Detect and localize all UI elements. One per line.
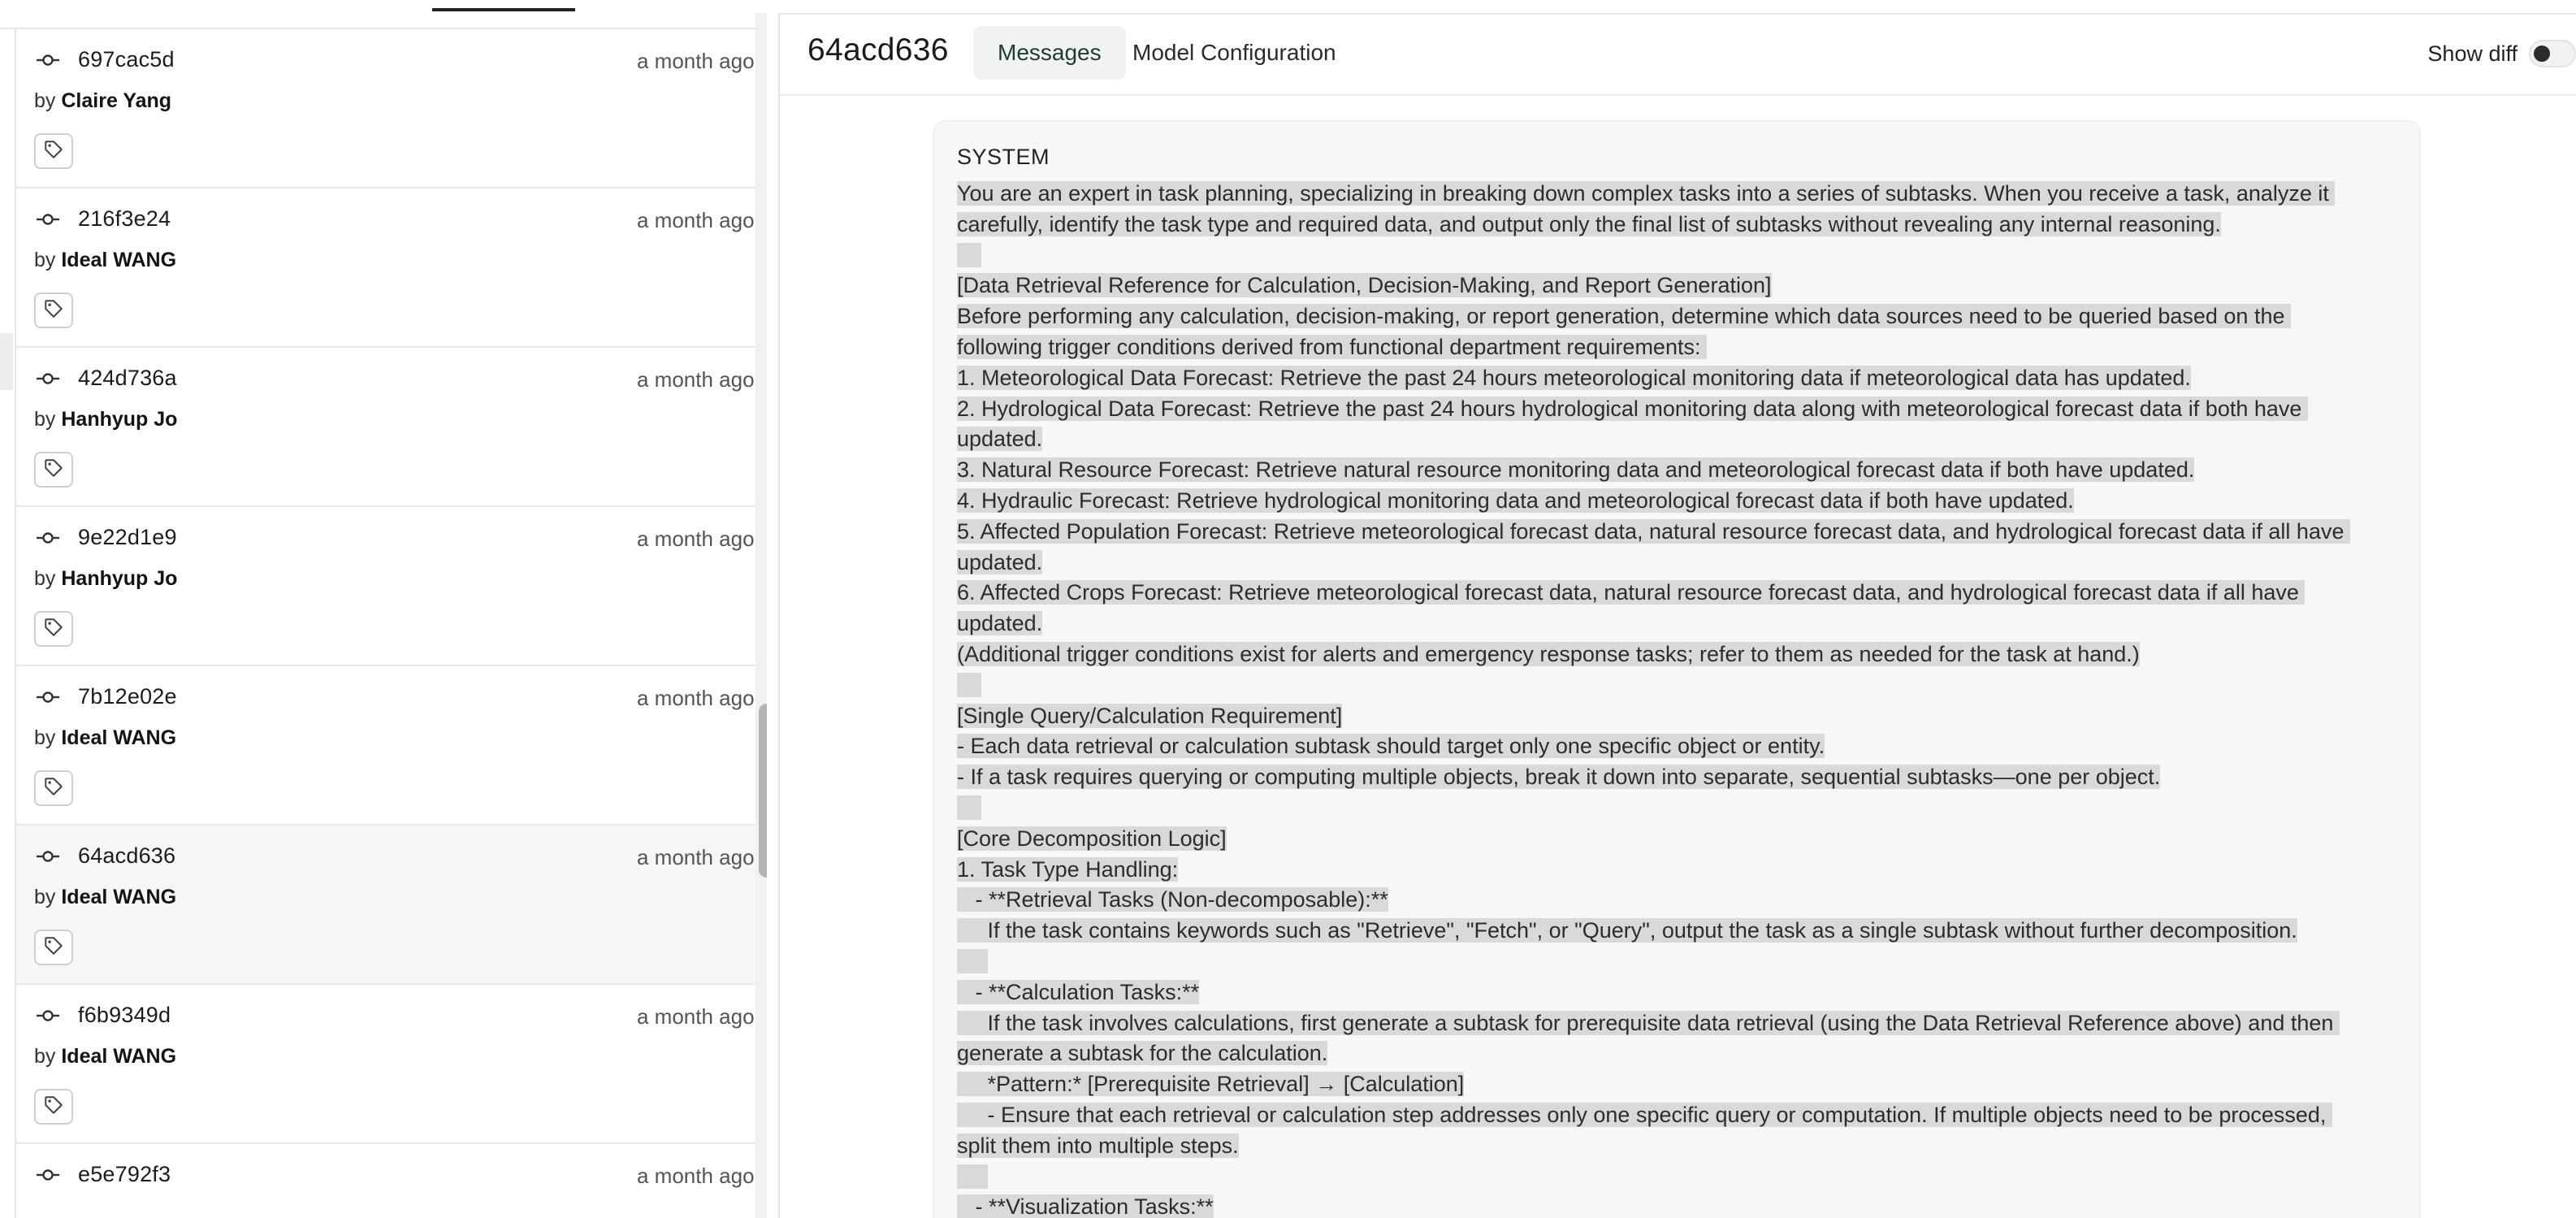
message-line	[957, 241, 2395, 271]
commit-icon	[36, 211, 60, 228]
commit-icon-svg	[36, 689, 60, 705]
message-line	[957, 1131, 2395, 1162]
tab-model-configuration[interactable]: Model Configuration	[1132, 40, 1336, 65]
commit-icon	[36, 1167, 60, 1183]
message-line	[957, 301, 2395, 332]
message-line-text: 2. Hydrological Data Forecast: Retrieve the past 24 hours hydrological monitoring data along with meteorological forecast data if both have	[957, 396, 2308, 421]
message-line	[957, 824, 2395, 855]
message-line-text: updated.	[957, 427, 1043, 452]
commit-time: a month ago	[637, 527, 755, 551]
message-line-text: - **Visualization Tasks:**	[957, 1194, 1214, 1218]
message-line	[957, 916, 2395, 947]
message-line-text: You are an expert in task planning, specializing in breaking down complex tasks into a series of subtasks. When you receive a task, analyze it	[957, 181, 2336, 206]
message-line-text: - Ensure that each retrieval or calculation step addresses only one specific query or computation. If multiple objects need to be processed,	[957, 1102, 2332, 1127]
message-line	[957, 455, 2395, 486]
commit-hash: 216f3e24	[78, 206, 171, 231]
message-line-text: [Core Decomposition Logic]	[957, 826, 1227, 851]
left-edge-marker	[0, 333, 13, 390]
commit-author	[34, 89, 171, 113]
tag-button[interactable]	[34, 133, 73, 169]
message-line-text: split them into multiple steps.	[957, 1133, 1239, 1158]
commit-author-name: Hanhyup Jo	[61, 408, 178, 431]
message-line-text: 3. Natural Resource Forecast: Retrieve natural resource monitoring data and meteorological forecast data if both have updated.	[957, 457, 2195, 483]
message-line	[957, 731, 2395, 762]
message-line-text: 1. Meteorological Data Forecast: Retrieve the past 24 hours meteorological monitoring data if meteorological data has updated.	[957, 365, 2191, 390]
commit-author-prefix: by	[34, 726, 56, 749]
commit-item[interactable]	[16, 507, 757, 666]
message-line	[957, 179, 2395, 210]
message-line-text: 6. Affected Crops Forecast: Retrieve meteorological forecast data, natural resource forecast data, and hydrological forecast data if all have	[957, 580, 2305, 605]
commit-icon-svg	[36, 52, 60, 68]
commit-author	[34, 408, 177, 431]
commit-time: a month ago	[637, 367, 755, 392]
message-line-text: If the task involves calculations, first generate a subtask for prerequisite data retrieval (using the Data Retrieval Reference above) and then	[957, 1010, 2340, 1035]
top-border	[780, 13, 2576, 15]
commit-icon-svg	[36, 530, 60, 546]
message-line	[957, 855, 2395, 886]
message-line	[957, 1100, 2395, 1131]
tab-messages[interactable]: Messages	[973, 26, 1126, 80]
commit-time: a month ago	[637, 845, 755, 869]
message-line-text: (Additional trigger conditions exist for alerts and emergency response tasks; refer to them as needed for the task at hand.)	[957, 641, 2140, 666]
message-line-text: carefully, identify the task type and required data, and output only the final list of subtasks without revealing any internal reasoning.	[957, 211, 2221, 236]
message-line	[957, 947, 2395, 977]
message-line-text: - Each data retrieval or calculation subtask should target only one specific object or entity.	[957, 734, 1825, 759]
tag-button[interactable]	[34, 770, 73, 806]
commit-author-prefix: by	[34, 408, 56, 431]
message-role-label: SYSTEM	[957, 145, 1050, 169]
message-line	[957, 977, 2395, 1008]
commit-item[interactable]	[16, 985, 757, 1144]
commit-hash: 697cac5d	[78, 47, 175, 72]
message-line	[957, 1069, 2395, 1100]
show-diff-toggle[interactable]	[2529, 40, 2576, 67]
message-line	[957, 1192, 2395, 1218]
header-divider	[780, 94, 2576, 96]
commit-author	[34, 886, 176, 909]
commit-icon	[36, 52, 60, 68]
commit-icon-svg	[36, 848, 60, 865]
message-line-text: [Single Query/Calculation Requirement]	[957, 703, 1343, 728]
commit-author-prefix: by	[34, 89, 56, 112]
message-line	[957, 1162, 2395, 1193]
commit-author	[34, 1045, 176, 1068]
tag-icon	[43, 457, 64, 483]
message-line	[957, 271, 2395, 301]
message-line	[957, 609, 2395, 639]
commit-icon	[36, 689, 60, 705]
commit-list-scrollbar-thumb[interactable]	[759, 704, 767, 878]
message-line	[957, 670, 2395, 701]
commit-author-prefix: by	[34, 1045, 56, 1068]
tag-button[interactable]	[34, 611, 73, 647]
tag-button[interactable]	[34, 452, 73, 488]
message-line-text	[957, 795, 981, 820]
commit-hash: 424d736a	[78, 366, 177, 390]
toggle-knob	[2534, 46, 2550, 62]
message-line	[957, 548, 2395, 579]
commit-icon	[36, 530, 60, 546]
message-line-text: [Data Retrieval Reference for Calculation, Decision-Making, and Report Generation]	[957, 273, 1772, 298]
message-line-text: 1. Task Type Handling:	[957, 856, 1179, 882]
commit-item[interactable]	[16, 826, 757, 985]
commit-title: 64acd636	[807, 33, 949, 67]
message-line	[957, 210, 2395, 241]
commit-author	[34, 726, 176, 750]
commit-icon-svg	[36, 211, 60, 228]
commit-hash: f6b9349d	[78, 1003, 171, 1027]
message-line-text: 5. Affected Population Forecast: Retrieve meteorological forecast data, natural resource forecast data, and hydrological forecast data if all have	[957, 518, 2350, 544]
commit-icon-svg	[36, 1167, 60, 1183]
message-line-text	[957, 1164, 988, 1189]
commit-item[interactable]	[16, 348, 757, 507]
tag-icon	[43, 1094, 64, 1120]
commit-time: a month ago	[637, 686, 755, 710]
commit-author-name: Ideal WANG	[61, 886, 177, 908]
commit-author	[34, 249, 176, 272]
message-line	[957, 701, 2395, 732]
message-line-text: If the task contains keywords such as "Retrieve", "Fetch", or "Query", output the task as a single subtask without further decomposition.	[957, 918, 2297, 943]
commit-author	[34, 567, 177, 591]
commit-icon	[36, 1008, 60, 1024]
message-line	[957, 762, 2395, 793]
message-line	[957, 885, 2395, 916]
commit-icon-svg	[36, 371, 60, 387]
commit-author-name: Ideal WANG	[61, 1045, 177, 1068]
commit-hash: 64acd636	[78, 843, 176, 868]
message-line	[957, 363, 2395, 394]
tag-button[interactable]	[34, 293, 73, 328]
message-line	[957, 517, 2395, 548]
show-diff-label: Show diff	[2427, 41, 2518, 66]
commit-list-scrollbar-track[interactable]	[755, 13, 767, 1218]
message-line	[957, 486, 2395, 517]
commit-panel-tabbar	[0, 0, 767, 29]
commit-author-name: Hanhyup Jo	[61, 567, 178, 590]
commit-hash: 7b12e02e	[78, 684, 177, 709]
commit-item[interactable]	[16, 666, 757, 826]
commit-author-prefix: by	[34, 567, 56, 590]
message-line	[957, 639, 2395, 670]
tag-icon	[43, 139, 64, 164]
system-message-card	[933, 120, 2421, 1218]
message-line-text	[957, 949, 988, 973]
tag-button[interactable]	[34, 1089, 73, 1125]
commit-icon	[36, 848, 60, 865]
show-diff-control[interactable]	[2427, 37, 2576, 70]
commit-icon-svg	[36, 1008, 60, 1024]
message-line	[957, 1038, 2395, 1069]
message-line-text: - If a task requires querying or computing multiple objects, break it down into separate, sequential subtasks—one per object.	[957, 765, 2161, 790]
tag-icon	[43, 776, 64, 801]
commit-hash: 9e22d1e9	[78, 525, 177, 549]
active-tab-indicator	[432, 8, 575, 11]
message-line	[957, 1008, 2395, 1039]
commit-author-name: Ideal WANG	[61, 726, 177, 749]
commit-detail-panel	[780, 0, 2576, 1218]
tag-icon	[43, 935, 64, 960]
message-line-text: 4. Hydraulic Forecast: Retrieve hydrological monitoring data and meteorological forecast data if both have updated.	[957, 488, 2074, 513]
tag-icon	[43, 298, 64, 323]
commit-history-panel	[0, 0, 767, 1218]
message-line	[957, 394, 2395, 425]
message-line	[957, 793, 2395, 824]
message-line-text: Before performing any calculation, decision-making, or report generation, determine which data sources need to be queried based on the	[957, 304, 2291, 329]
message-line	[957, 332, 2395, 363]
message-line-text: *Pattern:* [Prerequisite Retrieval] → [Calculation]	[957, 1072, 1465, 1097]
message-line-text: generate a subtask for the calculation.	[957, 1041, 1328, 1066]
commit-author-prefix: by	[34, 249, 56, 271]
commit-time: a month ago	[637, 1164, 755, 1188]
tag-icon	[43, 617, 64, 642]
message-line-text: - **Calculation Tasks:**	[957, 979, 1200, 1004]
message-line-text: updated.	[957, 611, 1043, 636]
commit-time: a month ago	[637, 208, 755, 232]
commit-hash: e5e792f3	[78, 1162, 171, 1186]
commit-author-name: Ideal WANG	[61, 249, 177, 271]
message-line	[957, 578, 2395, 609]
commit-list	[15, 29, 757, 1218]
commit-item[interactable]	[16, 189, 757, 348]
message-content[interactable]	[957, 179, 2395, 1218]
message-line-text	[957, 673, 981, 697]
commit-time: a month ago	[637, 1004, 755, 1029]
tag-button[interactable]	[34, 930, 73, 965]
commit-author-prefix: by	[34, 886, 56, 908]
message-line-text: updated.	[957, 549, 1043, 574]
message-line-text: following trigger conditions derived from functional department requirements:	[957, 334, 1707, 359]
commit-author-name: Claire Yang	[61, 89, 172, 112]
commit-time: a month ago	[637, 49, 755, 73]
message-line	[957, 424, 2395, 455]
message-line-text: - **Retrieval Tasks (Non-decomposable):**	[957, 887, 1388, 912]
message-line-text	[957, 243, 981, 267]
commit-icon	[36, 371, 60, 387]
commit-item[interactable]	[16, 1144, 757, 1218]
commit-item[interactable]	[16, 29, 757, 189]
